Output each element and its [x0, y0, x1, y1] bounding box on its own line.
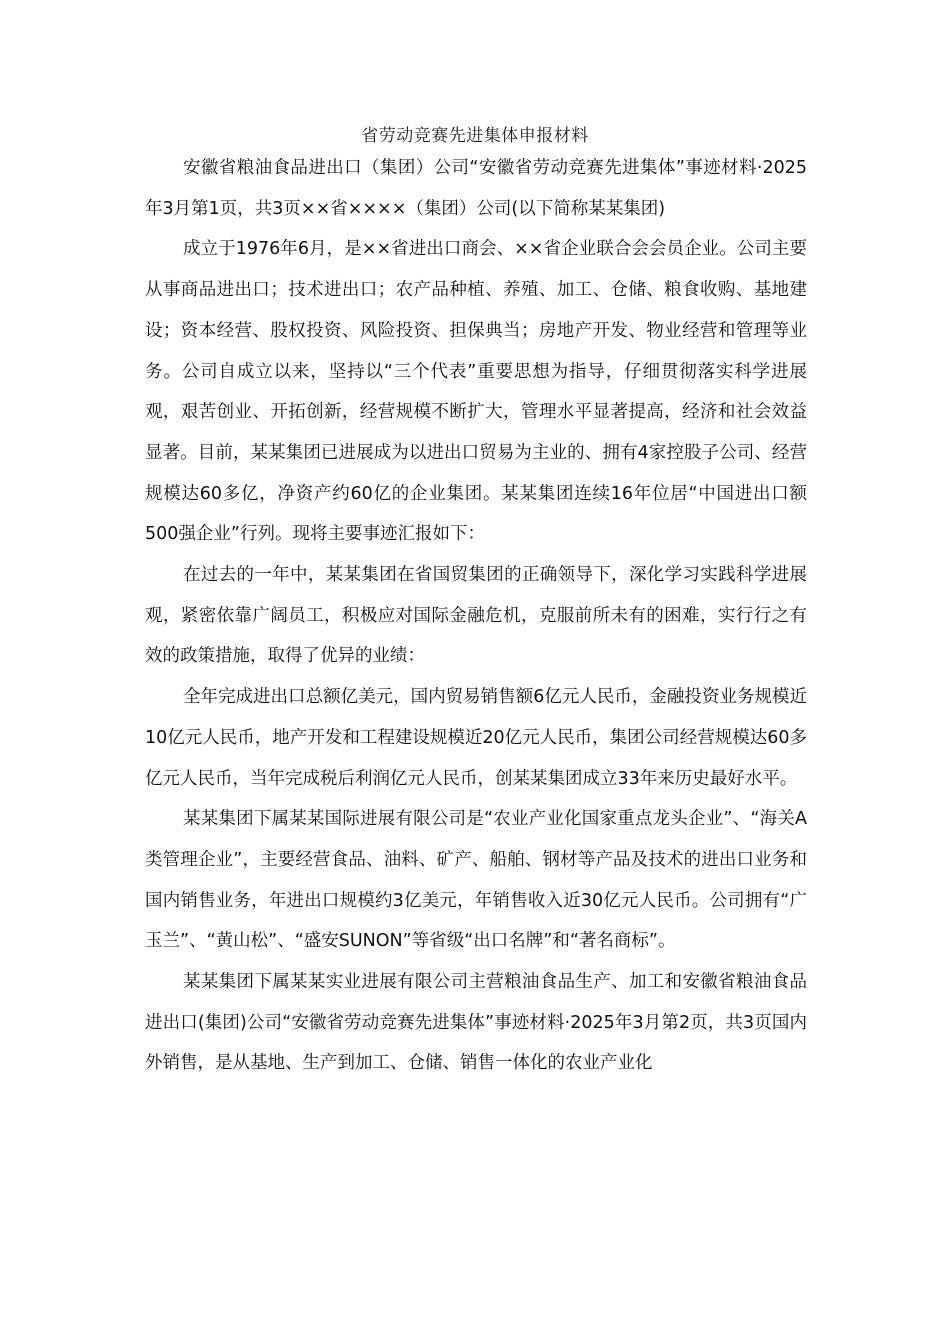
- paragraph-international-subsidiary: 某某集团下属某某国际进展有限公司是“农业产业化国家重点龙头企业”、“海关A类管理企业”，主要经营食品、油料、矿产、船舶、钢材等产品及技术的进出口业务和国内销售业务，年进出口规模约3亿美元，年销售收入近30亿元人民币。公司拥有“广玉兰”、“黄山松”、“盛安SUNON”等省级“出口名牌”和“著名商标”。: [145, 809, 807, 952]
- document-body: [145, 148, 807, 1084]
- paragraph-intro: 安徽省粮油食品进出口（集团）公司“安徽省劳动竞赛先进集体”事迹材料·2025年3月第1页，共3页××省××××（集团）公司(以下简称某某集团): [145, 158, 807, 219]
- paragraph-past-year: 在过去的一年中，某某集团在省国贸集团的正确领导下，深化学习实践科学进展观，紧密依靠广阔员工，积极应对国际金融危机，克服前所未有的困难，实行行之有效的政策措施，取得了优异的业绩：: [145, 565, 807, 667]
- paragraph-annual-results: 全年完成进出口总额亿美元，国内贸易销售额6亿元人民币，金融投资业务规模近10亿元人民币，地产开发和工程建设规模近20亿元人民币，集团公司经营规模达60多亿元人民币，当年完成税后利润亿元人民币，创某某集团成立33年来历史最好水平。: [145, 687, 807, 789]
- document-title: 省劳动竞赛先进集体申报材料: [361, 126, 589, 146]
- paragraph-industrial-subsidiary: 某某集团下属某某实业进展有限公司主营粮油食品生产、加工和安徽省粮油食品进出口(集团)公司“安徽省劳动竞赛先进集体”事迹材料·2025年3月第2页，共3页国内外销售，是从基地、生产到加工、仓储、销售一体化的农业产业化: [145, 972, 807, 1074]
- paragraph-company-overview: 成立于1976年6月，是××省进出口商会、××省企业联合会会员企业。公司主要从事商品进出口；技术进出口；农产品种植、养殖、加工、仓储、粮食收购、基地建设；资本经营、股权投资、风险投资、担保典当；房地产开发、物业经营和管理等业务。公司自成立以来，坚持以“三个代表”重要思想为指导，仔细贯彻落实科学进展观，艰苦创业、开拓创新，经营规模不断扩大，管理水平显著提高，经济和社会效益显著。目前，某某集团已进展成为以进出口贸易为主业的、拥有4家控股子公司、经营规模达60多亿，净资产约60亿的企业集团。某某集团连续16年位居“中国进出口额500强企业”行列。现将主要事迹汇报如下：: [145, 239, 807, 545]
